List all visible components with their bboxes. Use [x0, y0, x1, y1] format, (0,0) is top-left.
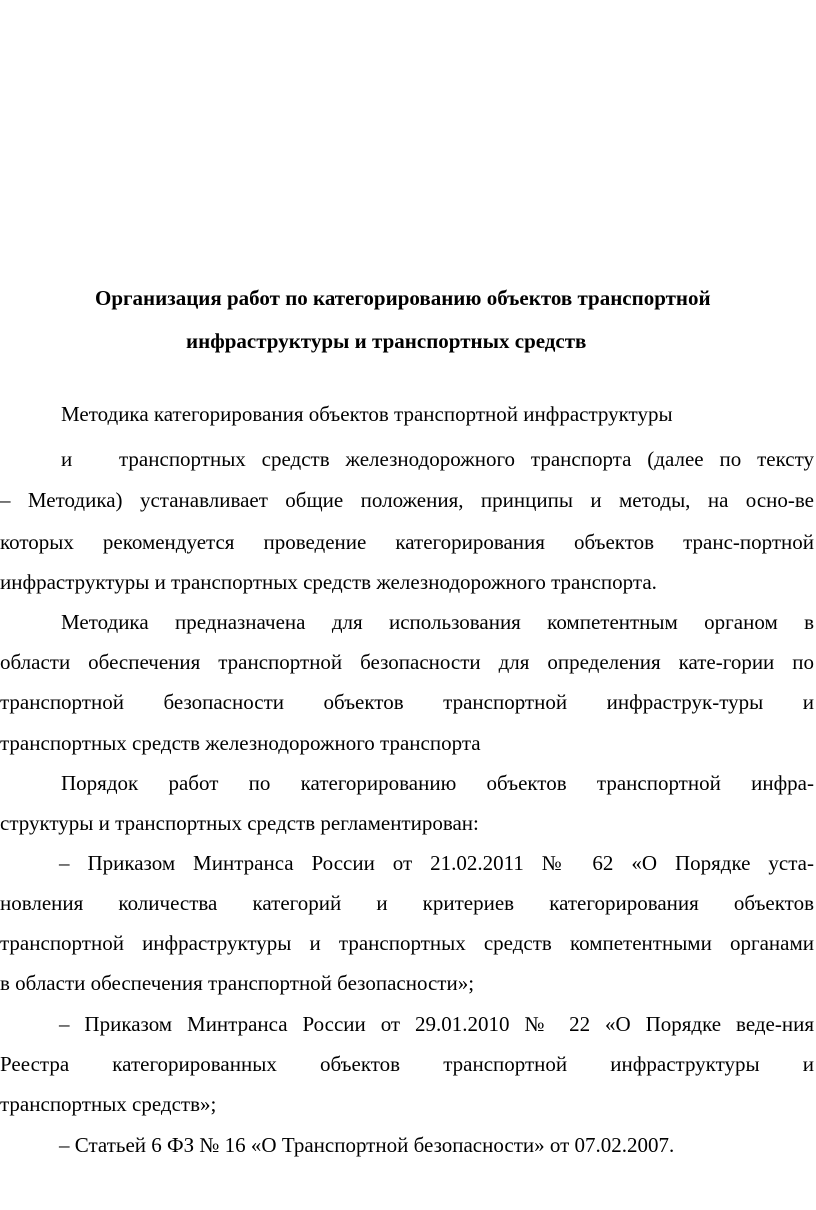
paragraph-5-line-1: – Приказом Минтранса России от 29.01.2010 № 22 «О Порядке веде-ния — [59, 1012, 814, 1036]
paragraph-4-line-3: транспортной инфраструктуры и транспортных средств компетентными органами — [0, 931, 814, 955]
paragraph-2-line-3: транспортной безопасности объектов транспортной инфраструк-туры и — [0, 690, 814, 714]
document-title-line-2: инфраструктуры и транспортных средств — [186, 329, 587, 353]
paragraph-1-line-2 — [0, 447, 814, 471]
paragraph-3-line-2: структуры и транспортных средств регламентирован: — [0, 811, 479, 835]
paragraph-1-line-1: Методика категорирования объектов транспортной инфраструктуры — [61, 402, 673, 426]
paragraph-1-line-2-rest: транспортных средств железнодорожного транспорта (далее по тексту — [119, 447, 814, 471]
paragraph-5-line-3: транспортных средств»; — [0, 1092, 217, 1116]
paragraph-2-line-4: транспортных средств железнодорожного транспорта — [0, 731, 481, 755]
paragraph-4-line-2: новления количества категорий и критериев категорирования объектов — [0, 891, 814, 915]
paragraph-4-line-1: – Приказом Минтранса России от 21.02.2011 № 62 «О Порядке уста- — [59, 851, 814, 875]
paragraph-1-line-5: инфраструктуры и транспортных средств железнодорожного транспорта. — [0, 570, 657, 594]
paragraph-1-line-4: которых рекомендуется проведение категорирования объектов транс-портной — [0, 530, 814, 554]
paragraph-2-line-2: области обеспечения транспортной безопасности для определения кате-гории по — [0, 650, 814, 674]
paragraph-6-line-1: – Статьей 6 ФЗ № 16 «О Транспортной безопасности» от 07.02.2007. — [59, 1133, 675, 1157]
paragraph-2-line-1: Методика предназначена для использования компетентным органом в — [61, 610, 814, 634]
paragraph-1-line-3: – Методика) устанавливает общие положения, принципы и методы, на осно-ве — [0, 488, 814, 512]
paragraph-4-line-4: в области обеспечения транспортной безопасности»; — [0, 971, 475, 995]
document-title-line-1: Организация работ по категорированию объектов транспортной — [95, 286, 711, 310]
paragraph-3-line-1: Порядок работ по категорированию объектов транспортной инфра- — [61, 771, 814, 795]
paragraph-1-conjunction: и — [61, 447, 73, 471]
paragraph-5-line-2: Реестра категорированных объектов транспортной инфраструктуры и — [0, 1052, 814, 1076]
